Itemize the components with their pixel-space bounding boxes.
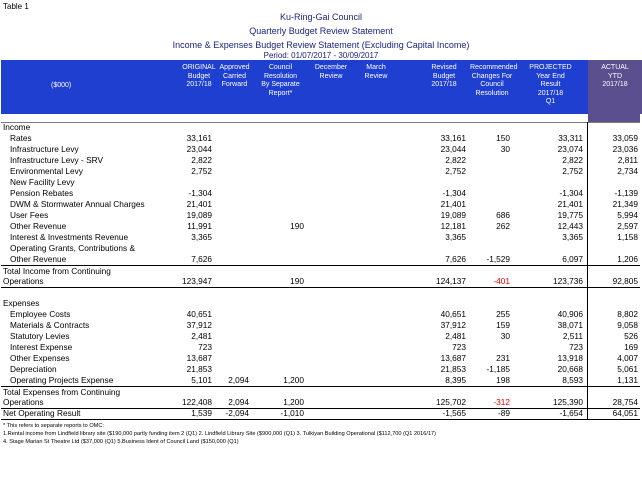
row-label: Materials & Contracts (10, 320, 90, 330)
table-row (1, 375, 640, 386)
row-label: DWM & Stormwater Annual Charges (10, 199, 145, 209)
council-title: Ku-Ring-Gai Council (279, 12, 363, 22)
cell-value: -1,529 (486, 254, 510, 264)
table-row (1, 243, 640, 254)
cell-value: 38,071 (557, 320, 583, 330)
cell-value: 124,137 (436, 276, 466, 286)
footnote-line: 1.Rental income from Lindfield library site ($190,000 partly funding item 2 (Q1) 2. Lindfield Library Site ($900,000 (Q1) 3. Tulkiyan Building Operational ($112,700 (Q1 2016/17) (3, 431, 437, 437)
table-row (1, 320, 640, 331)
row-label: Operating Grants, Contributions & (10, 243, 135, 253)
row-label: Expenses (3, 298, 40, 308)
cell-value: 2,822 (191, 155, 212, 165)
table-row (1, 364, 640, 375)
cell-value: 2,752 (562, 166, 583, 176)
table-row (1, 254, 640, 265)
cell-value: 12,443 (557, 221, 583, 231)
cell-value: 21,401 (440, 199, 466, 209)
cell-value: 3,365 (191, 232, 212, 242)
cell-value: 1,200 (283, 375, 304, 385)
cell-value: 1,206 (617, 254, 638, 264)
row-label: Interest Expense (10, 342, 73, 352)
cell-value: 5,994 (617, 210, 638, 220)
row-label: Other Revenue (10, 221, 67, 231)
cell-value: 92,805 (612, 276, 638, 286)
cell-value: 13,687 (440, 353, 466, 363)
column-header-7: Recommended Changes For Council Resolution (470, 64, 518, 97)
cell-value: 23,074 (557, 144, 583, 154)
cell-value: 12,181 (440, 221, 466, 231)
cell-value: 5,061 (617, 364, 638, 374)
column-header-5: March Review (364, 64, 388, 80)
cell-value: 2,752 (191, 166, 212, 176)
cell-value: -312 (493, 397, 510, 407)
cell-value: 1,131 (617, 375, 638, 385)
cell-value: 526 (624, 331, 638, 341)
cell-value: 1,539 (191, 408, 212, 418)
cell-value: 37,912 (440, 320, 466, 330)
cell-value: 21,401 (557, 199, 583, 209)
cell-value: 30 (500, 144, 510, 154)
statement-title: Income & Expenses Budget Review Statement (Excluding Capital Income) (172, 40, 470, 50)
cell-value: 64,051 (612, 408, 638, 418)
cell-value: 123,947 (182, 276, 212, 286)
cell-value: 21,853 (440, 364, 466, 374)
cell-value: 2,511 (562, 331, 583, 341)
cell-value: 1,158 (617, 232, 638, 242)
cell-value: -2,094 (225, 408, 249, 418)
cell-value: 13,918 (557, 353, 583, 363)
cell-value: 8,802 (617, 309, 638, 319)
cell-value: 33,161 (186, 133, 212, 143)
cell-value: 30 (500, 331, 510, 341)
cell-value: 23,036 (612, 144, 638, 154)
cell-value: 123,736 (553, 276, 583, 286)
cell-value: 19,775 (557, 210, 583, 220)
cell-value: 19,089 (440, 210, 466, 220)
cell-value: 723 (569, 342, 583, 352)
cell-value: 3,365 (562, 232, 583, 242)
table-row (1, 221, 640, 232)
column-header-8: PROJECTED Year End Result 2017/18 Q1 (529, 64, 572, 105)
cell-value: 20,668 (557, 364, 583, 374)
cell-value: 125,702 (436, 397, 466, 407)
cell-value: -1,565 (442, 408, 466, 418)
column-header-1: ORIGINAL Budget 2017/18 (182, 64, 216, 88)
period-label: Period: 01/07/2017 - 30/09/2017 (263, 51, 379, 60)
table-row (1, 133, 640, 144)
column-header-row (1, 60, 640, 114)
table-row (1, 166, 640, 177)
row-label: Rates (10, 133, 32, 143)
row-label: Net Operating Result (3, 408, 81, 418)
table-row (1, 309, 640, 320)
row-label: Depreciation (10, 364, 57, 374)
cell-value: 231 (496, 353, 510, 363)
column-header-6: Revised Budget 2017/18 (431, 64, 457, 88)
row-label: Statutory Levies (10, 331, 70, 341)
table-row (1, 353, 640, 364)
cell-value: 2,094 (228, 375, 249, 385)
cell-value: 2,094 (228, 397, 249, 407)
cell-value: 1,200 (283, 397, 304, 407)
cell-value: 723 (198, 342, 212, 352)
cell-value: -1,654 (559, 408, 583, 418)
cell-value: 5,101 (191, 375, 212, 385)
row-label: Total Expenses from Continuing (3, 387, 121, 397)
row-label: Operations (3, 397, 44, 407)
table-row (1, 287, 640, 298)
cell-value: 23,044 (186, 144, 212, 154)
table-row (1, 177, 640, 188)
row-label: Infrastructure Levy - SRV (10, 155, 103, 165)
cell-value: 9,058 (617, 320, 638, 330)
cell-value: -1,304 (188, 188, 212, 198)
cell-value: -89 (498, 408, 510, 418)
cell-value: 2,752 (445, 166, 466, 176)
cell-value: 150 (496, 133, 510, 143)
cell-value: -1,139 (614, 188, 638, 198)
cell-value: -1,185 (486, 364, 510, 374)
table-label: Table 1 (3, 2, 29, 11)
footnote-line: 4. Stage Marian St Theatre Ltd ($37,000 (Q1) 5.Business Ident of Council Land ($150,000 (Q1) (3, 439, 239, 445)
cell-value: -1,010 (280, 408, 304, 418)
cell-value: 2,597 (617, 221, 638, 231)
column-header-4: December Review (314, 64, 348, 80)
cell-value: 723 (452, 342, 466, 352)
cell-value: 198 (496, 375, 510, 385)
cell-value: 19,089 (186, 210, 212, 220)
cell-value: 262 (496, 221, 510, 231)
cell-value: 2,481 (191, 331, 212, 341)
cell-value: 11,991 (187, 221, 212, 231)
row-label: Other Revenue (10, 254, 67, 264)
cell-value: 7,626 (445, 254, 466, 264)
cell-value: 2,481 (445, 331, 466, 341)
table-row (1, 155, 640, 166)
cell-value: 7,626 (191, 254, 212, 264)
table-row (1, 342, 640, 353)
table-row (1, 144, 640, 155)
cell-value: 40,906 (557, 309, 583, 319)
row-label: New Facility Levy (10, 177, 75, 187)
cell-value: 8,395 (445, 375, 466, 385)
row-label: Infrastructure Levy (10, 144, 79, 154)
table-row (1, 298, 640, 309)
cell-value: 125,390 (553, 397, 583, 407)
cell-value: -1,304 (559, 188, 583, 198)
table-row (1, 331, 640, 342)
table-row (1, 408, 640, 420)
cell-value: 169 (624, 342, 638, 352)
column-header-3: Council Resolution By Separate Report* (261, 64, 300, 97)
cell-value: 4,007 (617, 353, 638, 363)
cell-value: 6,097 (562, 254, 583, 264)
row-label: Employee Costs (10, 309, 71, 319)
row-label: Other Expenses (10, 353, 70, 363)
cell-value: 2,811 (617, 155, 638, 165)
row-label: Interest & Investments Revenue (10, 232, 129, 242)
report-subtitle: Quarterly Budget Review Statement (249, 26, 393, 36)
cell-value: 13,687 (186, 353, 212, 363)
column-header-2: Approved Carried Forward (219, 64, 250, 88)
cell-value: 40,651 (440, 309, 466, 319)
cell-value: 2,822 (562, 155, 583, 165)
cell-value: 40,651 (186, 309, 212, 319)
cell-value: 122,408 (182, 397, 212, 407)
row-label: Income (3, 122, 31, 132)
cell-value: 3,365 (445, 232, 466, 242)
cell-value: 21,349 (612, 199, 638, 209)
row-label: Pension Rebates (10, 188, 74, 198)
cell-value: 33,311 (558, 133, 583, 143)
units-label: ($000) (51, 82, 72, 89)
table-row (1, 122, 640, 133)
cell-value: 21,853 (186, 364, 212, 374)
column-header-9: ACTUAL YTD 2017/18 (588, 60, 642, 114)
row-label: Environmental Levy (10, 166, 83, 176)
cell-value: 37,912 (186, 320, 212, 330)
cell-value: 190 (290, 276, 304, 286)
cell-value: 2,734 (617, 166, 638, 176)
row-label: Operating Projects Expense (10, 375, 114, 385)
table-row (1, 232, 640, 243)
cell-value: 23,044 (440, 144, 466, 154)
row-label: User Fees (10, 210, 49, 220)
cell-value: 159 (496, 320, 510, 330)
table-row (1, 188, 640, 199)
cell-value: 8,593 (562, 375, 583, 385)
cell-value: 190 (290, 221, 304, 231)
cell-value: -401 (493, 276, 510, 286)
cell-value: 255 (496, 309, 510, 319)
cell-value: 28,754 (612, 397, 638, 407)
cell-value: 21,401 (186, 199, 212, 209)
cell-value: -1,304 (442, 188, 466, 198)
table-row (1, 199, 640, 210)
actual-column-divider (587, 122, 640, 419)
table-row (1, 210, 640, 221)
cell-value: 33,161 (440, 133, 466, 143)
row-label: Total Income from Continuing (3, 266, 111, 276)
footnote-line: * This refers to separate reports to OMC: (3, 423, 104, 429)
cell-value: 33,059 (612, 133, 638, 143)
cell-value: 686 (496, 210, 510, 220)
cell-value: 2,822 (445, 155, 466, 165)
row-label: Operations (3, 276, 44, 286)
